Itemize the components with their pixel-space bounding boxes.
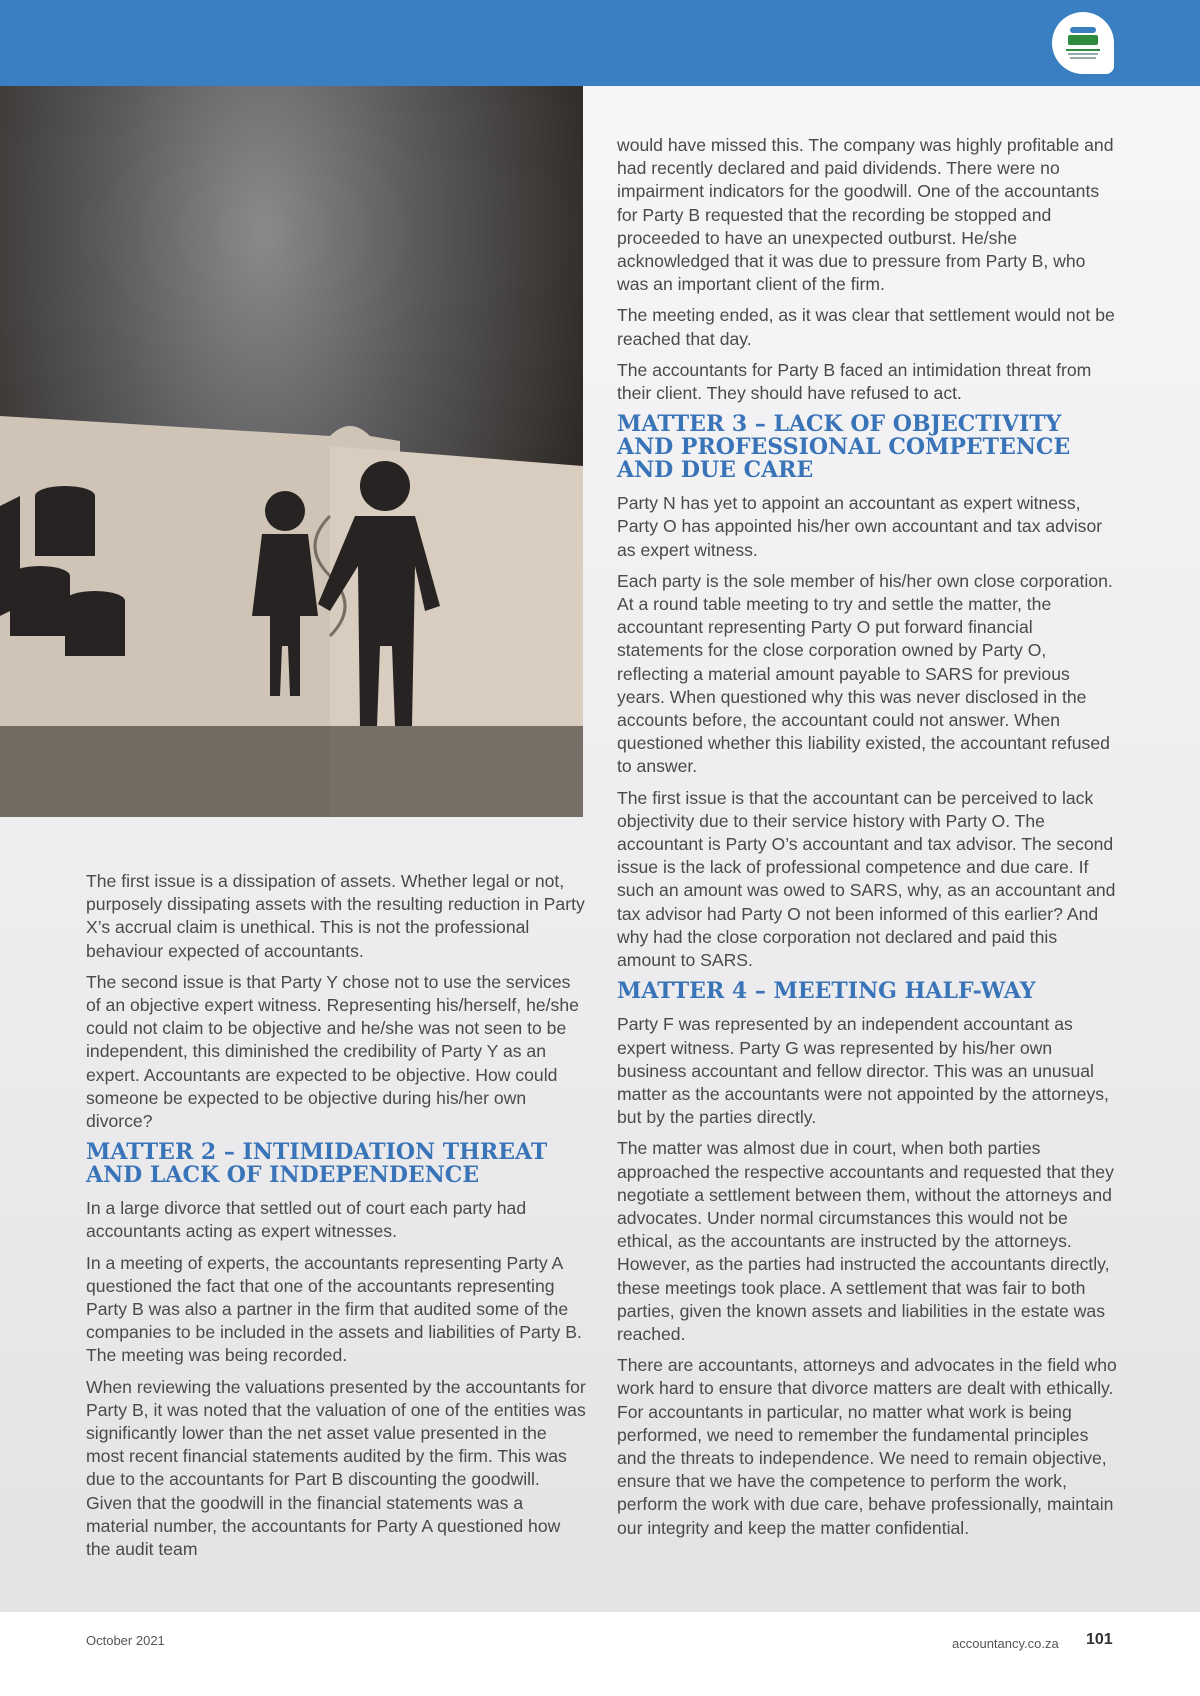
paragraph: The meeting ended, as it was clear that settlement would not be reached that day.	[617, 305, 1115, 349]
page-number: 101	[1086, 1631, 1113, 1648]
paragraph: In a large divorce that settled out of court each party had accountants acting as expert witnesses.	[86, 1198, 527, 1242]
paragraph: There are accountants, attorneys and advocates in the field who work hard to ensure that divorce matters are dealt with ethically. For accountants in particular, no matter what work is being performed, we need to remember the fundamental principles and the threats to independence. We need to remain objective, ensure that we have the competence to perform the work, perform the work with due care, behave professionally, maintain our integrity and keep the matter confidential.	[617, 1355, 1117, 1538]
section-heading: MATTER 4 – MEETING HALF-WAY	[617, 978, 1036, 1005]
organisation-logo-icon	[1052, 12, 1114, 74]
paragraph: The accountants for Party B faced an intimidation threat from their client. They should have refused to act.	[617, 359, 1092, 404]
footer-site-link[interactable]: accountancy.co.za	[952, 1636, 1059, 1651]
left-text-column	[86, 870, 586, 1569]
puzzle-family-coins-image	[0, 86, 583, 817]
paragraph: would have missed this. The company was highly profitable and had recently declared and paid dividends. There were no impairment indicators for the goodwill. One of the accountants for Party B requested that the recording be stopped and proceeded to have an unexpected outburst. He/she acknowledged that it was due to pressure from Party B, who was an important client of the firm.	[617, 135, 1114, 295]
paragraph: Each party is the sole member of his/her own close corporation. At a round table meeting to try and settle the matter, the accountant representing Party O put forward financial statements for the close corporation owned by Party O, reflecting a material amount payable to SARS for previous years. When questioned why this was never disclosed in the accounts before, the accountant could not answer. When questioned whether this liability existed, the accountant refused to answer.	[617, 570, 1113, 777]
footer-date: October 2021	[86, 1633, 165, 1648]
right-text-column	[617, 134, 1117, 1548]
paragraph: Party F was represented by an independent accountant as expert witness. Party G was represented by his/her own business accountant and fellow director. This was an unusual matter as the accountants were not appointed by the attorneys, but by the parties directly.	[617, 1014, 1109, 1128]
paragraph: The first issue is that the accountant can be perceived to lack objectivity due to their service history with Party O. The accountant is Party O’s accountant and tax advisor. The second issue is the lack of professional competence and due care. If such an amount was owed to SARS, why, as an accountant and tax advisor had Party O not been informed of this earlier? And why had the close corporation not declared and paid this amount to SARS.	[617, 787, 1116, 971]
paragraph: Party N has yet to appoint an accountant as expert witness, Party O has appointed his/her own accountant and tax advisor as expert witness.	[617, 493, 1103, 560]
section-heading: MATTER 3 – LACK OF OBJECTIVITY AND PROFESSIONAL COMPETENCE AND DUE CARE	[617, 411, 1071, 484]
paragraph: The matter was almost due in court, when both parties approached the respective accountants and requested that they negotiate a settlement between them, without the attorneys and advocates. Under normal circumstances this would not be ethical, as the accountants are instructed by the attorneys. However, as the parties had instructed the accountants directly, these meetings took place. A settlement that was fair to both parties, given the known assets and liabilities in the estate was reached.	[617, 1138, 1114, 1344]
header-bar	[0, 0, 1200, 86]
paragraph: In a meeting of experts, the accountants representing Party A questioned the fact that one of the accountants representing Party B was also a partner in the firm that audited some of the companies to be included in the assets and liabilities of Party B. The meeting was being recorded.	[86, 1252, 582, 1366]
paragraph: The second issue is that Party Y chose not to use the services of an objective expert witness. Representing his/herself, he/she could not claim to be objective and he/she was not seen to be independent, this diminished the credibility of Party Y as an expert. Accountants are expected to be objective. How could someone be expected to be objective during his/her own divorce?	[86, 971, 579, 1132]
paragraph: The first issue is a dissipation of assets. Whether legal or not, purposely dissipating assets with the resulting reduction in Party X’s accrual claim is unethical. This is not the professional behaviour expected of accountants.	[86, 871, 585, 961]
section-heading: MATTER 2 – INTIMIDATION THREAT AND LACK OF INDEPENDENCE	[86, 1139, 548, 1189]
paragraph: When reviewing the valuations presented by the accountants for Party B, it was noted that the valuation of one of the entities was significantly lower than the net asset value presented in the most recent financial statements audited by the firm. This was due to the accountants for Part B discounting the goodwill. Given that the goodwill in the financial statements was a material number, the accountants for Party A questioned how the audit team	[86, 1376, 586, 1560]
